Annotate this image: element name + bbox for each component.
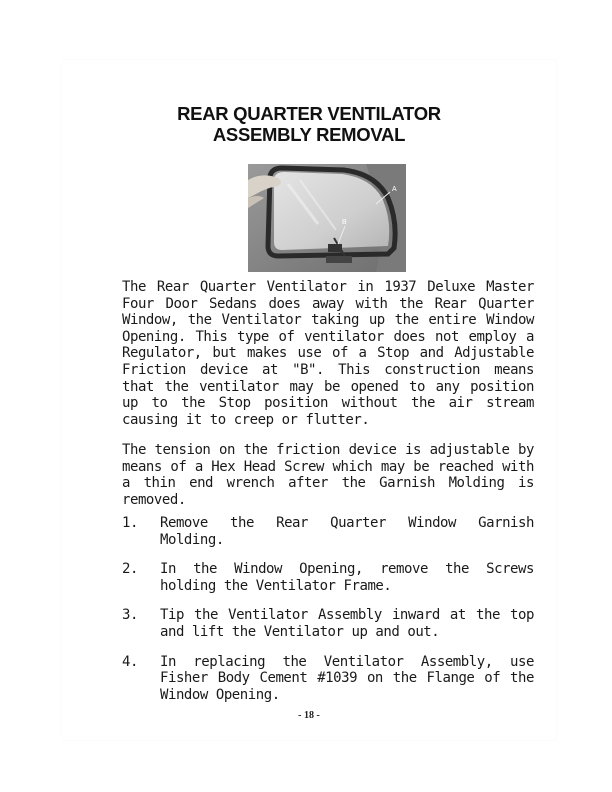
photo-label-a: A	[392, 186, 397, 193]
ventilator-photo	[248, 164, 406, 272]
step-text: Remove the Rear Quarter Window Garnish Molding.	[160, 515, 534, 548]
title-line-1: REAR QUARTER VENTILATOR	[177, 103, 441, 124]
step-number: 3.	[122, 607, 138, 624]
step-item	[122, 561, 534, 594]
step-text: In replacing the Ventilator Assembly, use Fisher Body Cement #1039 on the Flange of the Window Opening.	[160, 653, 534, 703]
step-text: Tip the Ventilator Assembly inward at the top and lift the Ventilator up and out.	[160, 607, 534, 640]
page-number: - 18 -	[298, 710, 320, 721]
title-line-2: ASSEMBLY REMOVAL	[212, 124, 406, 145]
page-title	[62, 103, 556, 145]
photo-label-b: B	[342, 219, 347, 226]
step-number: 4.	[122, 653, 138, 670]
step-number: 1.	[122, 515, 138, 531]
step-number: 2.	[122, 561, 138, 578]
intro-paragraph: The Rear Quarter Ventilator in 1937 Deluxe Master Four Door Sedans does away with the Rear Quarter Window, the Ventilator taking up the entire Window Opening. This type of ventilator does not employ a Regulator, but makes use of a Stop and Adjustable Friction device at "B". This construction means that the ventilator may be opened to any position up to the Stop position without the air stream causing it to creep or flutter.	[122, 279, 534, 428]
manual-page	[62, 60, 556, 740]
removal-steps	[122, 515, 534, 716]
tension-paragraph: The tension on the friction device is adjustable by means of a Hex Head Screw which may be reached with a thin end wrench after the Garnish Molding is removed.	[122, 442, 534, 508]
step-text: In the Window Opening, remove the Screws holding the Ventilator Frame.	[160, 561, 534, 594]
step-item	[122, 607, 534, 640]
step-item	[122, 515, 534, 548]
step-item	[122, 654, 534, 704]
